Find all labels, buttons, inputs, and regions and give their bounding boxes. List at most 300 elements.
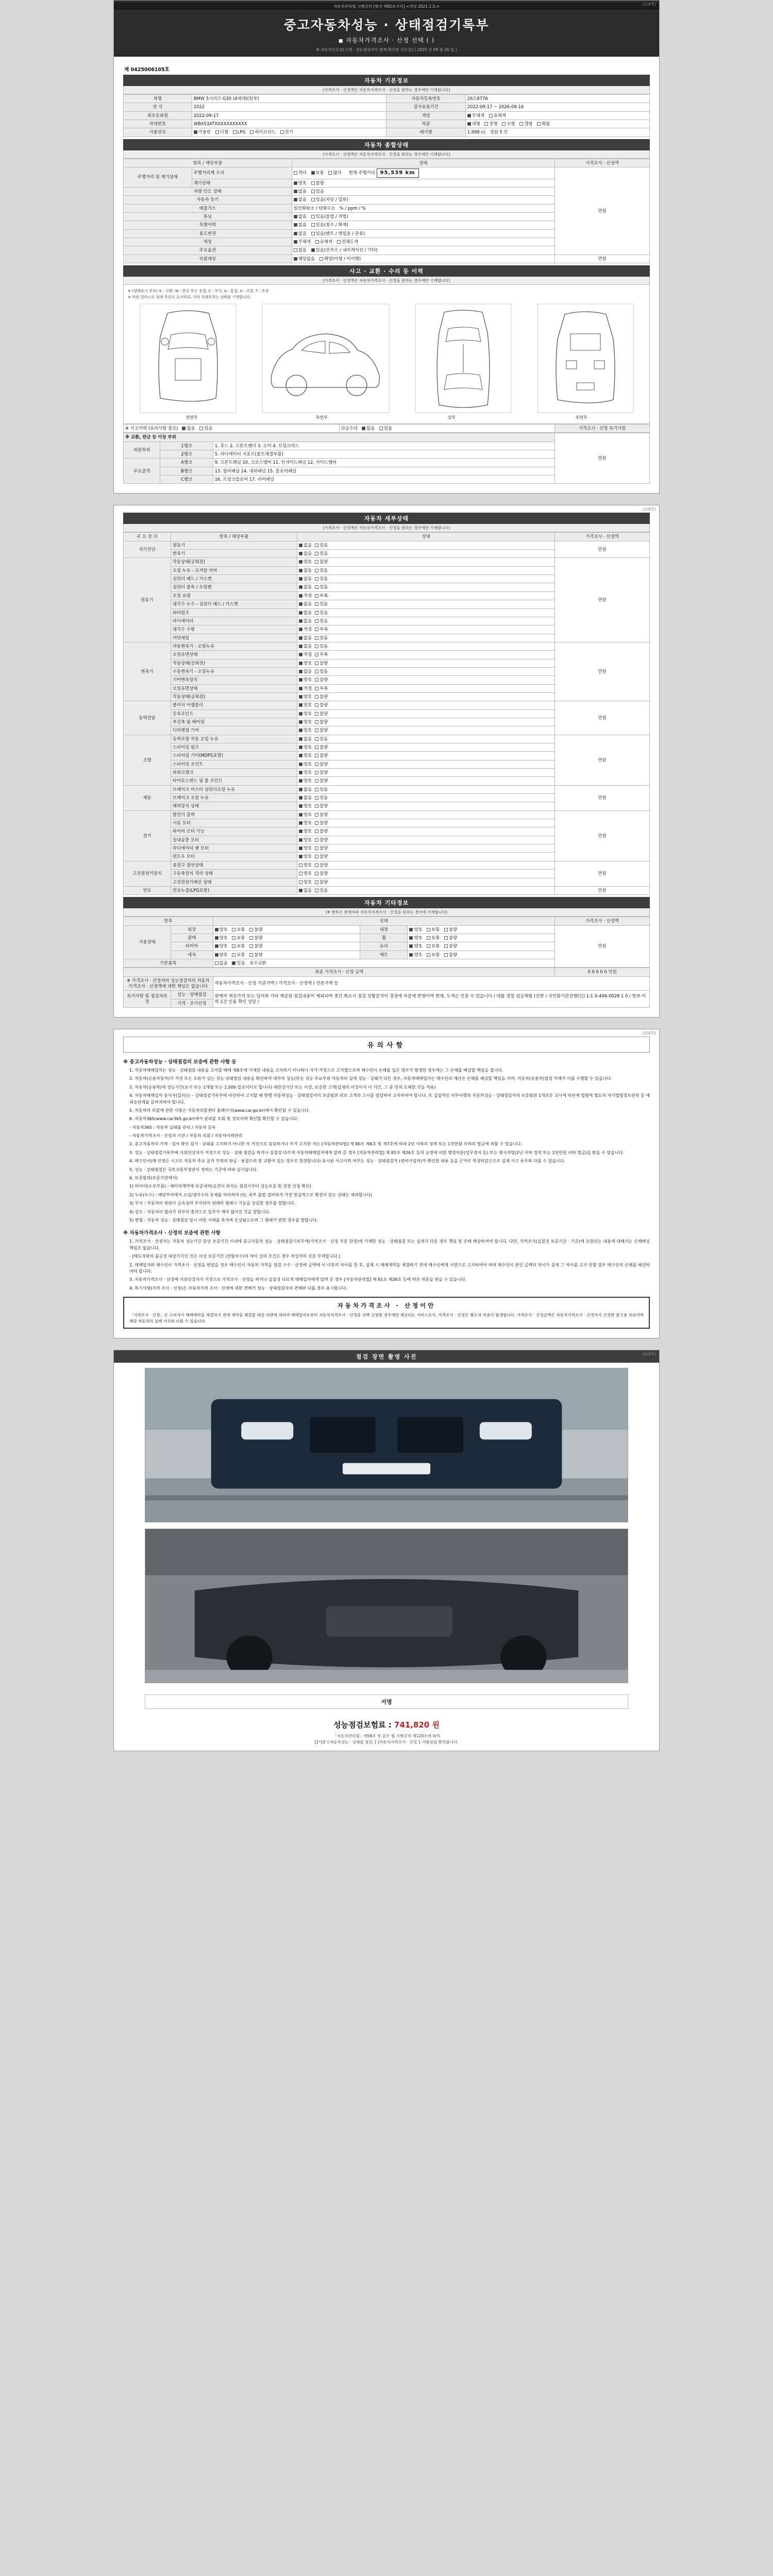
- emission-sub: 일산화탄소 / 탄화수소: [293, 205, 335, 211]
- table-row: [124, 968, 650, 976]
- checkbox-icon[interactable]: [315, 670, 318, 673]
- detail-opt-1-8-적정[interactable]: 적정: [299, 626, 312, 632]
- detail-opt-8-0-있음[interactable]: 있음: [315, 888, 328, 893]
- detail-item-label-5-0: 브레이크 마스터 실린더오일 누유: [171, 785, 297, 793]
- detail-item-state-4-3: [297, 760, 554, 768]
- etc-r0-o0[interactable]: 양호: [215, 927, 228, 933]
- etc-r3-o2[interactable]: 불량: [249, 952, 262, 958]
- detail-item-state-3-3: [297, 726, 554, 735]
- checkbox-icon[interactable]: [315, 855, 318, 858]
- checkbox-icon[interactable]: [315, 569, 318, 572]
- photo-list: [114, 1363, 659, 1694]
- detail-opt-1-5-있음[interactable]: 있음: [315, 601, 328, 607]
- diagram-label-0: 전면부: [186, 415, 198, 420]
- meter-option-1[interactable]: 불량: [311, 180, 324, 186]
- etc-r2-o2[interactable]: 불량: [249, 943, 262, 949]
- page-4: [113, 1350, 660, 1751]
- etc-r0-o2[interactable]: 불량: [249, 927, 262, 933]
- checkbox-icon[interactable]: [315, 552, 318, 555]
- checkbox-icon[interactable]: [299, 737, 303, 741]
- checkbox-icon[interactable]: [299, 560, 303, 564]
- overall-row-8-value: [292, 255, 555, 263]
- detail-opt-5-0-없음[interactable]: 없음: [299, 787, 312, 792]
- etc-r2-o0[interactable]: 양호: [215, 943, 228, 949]
- parts-group-1: 주요골격: [124, 459, 160, 484]
- detail-opt-1-4-부족[interactable]: 부족: [315, 593, 328, 599]
- detail-opt-1-5-없음[interactable]: 없음: [299, 601, 312, 607]
- detail-opt-1-1-없음[interactable]: 없음: [299, 568, 312, 573]
- detail-opt-1-6-없음[interactable]: 없음: [299, 610, 312, 616]
- checkbox-icon[interactable]: [299, 754, 303, 757]
- checkbox-icon[interactable]: [315, 602, 318, 606]
- detail-opt-4-5-양호[interactable]: 양호: [299, 778, 312, 784]
- etc-r1-p2[interactable]: 불량: [444, 935, 457, 941]
- detail-opt-2-6-불량[interactable]: 불량: [315, 694, 328, 700]
- checkbox-icon[interactable]: [299, 544, 303, 547]
- row0-opt-1[interactable]: 있음: [311, 189, 324, 194]
- checkbox-icon[interactable]: [315, 771, 318, 774]
- fuel-option-2[interactable]: LPG: [233, 129, 246, 135]
- detail-opt-1-0-양호[interactable]: 양호: [299, 559, 312, 565]
- detail-opt-1-0-불량[interactable]: 불량: [315, 559, 328, 565]
- checkbox-icon[interactable]: [299, 611, 303, 615]
- detail-item-state-6-3: [297, 836, 554, 844]
- notice-p-3-3: 3) 부식 : 자동차의 외판이 금속성의 부식되어 원래의 형태나 기능을 상실한 경우를 말합니다.: [129, 1201, 296, 1206]
- detail-item-state-3-0: [297, 701, 554, 709]
- detail-item-state-1-5: [297, 600, 554, 608]
- page-number-3: (3/4쪽): [642, 1030, 656, 1036]
- type-option-4[interactable]: 화물: [537, 121, 550, 127]
- checkbox-icon[interactable]: [315, 821, 318, 825]
- detail-opt-6-4-양호[interactable]: 양호: [299, 845, 312, 851]
- detail-opt-2-3-있음[interactable]: 있음: [315, 669, 328, 674]
- checkbox-icon[interactable]: [299, 846, 303, 850]
- row3-opt-0[interactable]: 없음: [294, 214, 307, 219]
- detail-opt-2-4-양호[interactable]: 양호: [299, 677, 312, 683]
- checkbox-icon[interactable]: [299, 880, 303, 884]
- detail-opt-6-3-양호[interactable]: 양호: [299, 837, 312, 843]
- checkbox-icon[interactable]: [315, 754, 318, 757]
- checkbox-icon[interactable]: [299, 771, 303, 774]
- parts-group-0: 외판부위: [124, 442, 160, 459]
- detail-opt-6-2-불량[interactable]: 불량: [315, 828, 328, 834]
- basic-fuel-options: [192, 128, 386, 137]
- row6-opt-1[interactable]: 유채색: [315, 239, 332, 245]
- simple-repair-label: 단순수리: [341, 426, 358, 431]
- detail-opt-1-8-부족[interactable]: 부족: [315, 626, 328, 632]
- detail-opt-7-2-불량[interactable]: 불량: [315, 879, 328, 885]
- detail-opt-3-1-불량[interactable]: 불량: [315, 711, 328, 717]
- detail-opt-3-3-양호[interactable]: 양호: [299, 727, 312, 733]
- overall-row-8-label: 리콜대상: [124, 255, 292, 263]
- detail-item-label-4-3: 스티어링 조인트: [171, 760, 297, 768]
- detail-opt-1-2-없음[interactable]: 없음: [299, 576, 312, 582]
- row1-opt-0[interactable]: 없음: [294, 197, 307, 202]
- detail-opt-3-0-양호[interactable]: 양호: [299, 702, 312, 708]
- row3-opt-1[interactable]: 있음(불법 / 적법): [311, 214, 348, 219]
- row7-opt-1[interactable]: 있음(선루프 / 내비게이션 / 기타): [311, 247, 378, 253]
- detail-opt-0-0-없음[interactable]: 없음: [299, 543, 312, 548]
- etc-r0-o1[interactable]: 보통: [232, 927, 245, 933]
- etc-r2-p2[interactable]: 불량: [444, 943, 457, 949]
- checkbox-icon[interactable]: [315, 585, 318, 589]
- checkbox-icon[interactable]: [315, 720, 318, 724]
- detail-opt-0-1-없음[interactable]: 없음: [299, 551, 312, 556]
- page-2: [113, 505, 660, 1018]
- etc-r1-p1[interactable]: 보통: [427, 935, 440, 941]
- detail-opt-0-0-있음[interactable]: 있음: [315, 543, 328, 548]
- detail-opt-1-3-없음[interactable]: 없음: [299, 584, 312, 590]
- checkbox-icon[interactable]: [299, 569, 303, 572]
- mileage-value-label: 현재 주행거리: [348, 170, 375, 176]
- checkbox-icon[interactable]: [315, 779, 318, 783]
- detail-opt-5-2-양호[interactable]: 양호: [299, 803, 312, 809]
- checkbox-icon[interactable]: [315, 737, 318, 741]
- detail-opt-1-3-있음[interactable]: 있음: [315, 584, 328, 590]
- detail-opt-2-3-없음[interactable]: 없음: [299, 669, 312, 674]
- basic-value-0b: 26도8776: [465, 95, 649, 103]
- detail-item-label-6-4: 라디에이터 팬 모터: [171, 844, 297, 853]
- detail-opt-6-1-불량[interactable]: 불량: [315, 820, 328, 826]
- checkbox-icon[interactable]: [315, 611, 318, 615]
- detail-opt-0-1-있음[interactable]: 있음: [315, 551, 328, 556]
- checkbox-icon[interactable]: [299, 653, 303, 656]
- checkbox-icon[interactable]: [299, 745, 303, 749]
- detail-opt-6-0-불량[interactable]: 불량: [315, 812, 328, 818]
- detail-opt-4-1-양호[interactable]: 양호: [299, 744, 312, 750]
- basic-displacement-value: 1,998 cc 정원 5 인: [465, 128, 649, 137]
- etc-r0-p2[interactable]: 불량: [444, 927, 457, 933]
- diagram-view-labels: [127, 415, 646, 420]
- detail-opt-7-2-양호[interactable]: 양호: [299, 879, 312, 885]
- notice-p-4-0: 1. 가격조사 · 산정자는 자동차 성능기간 동안 보증기간 이내에 중고자동차 성능 · 상태점검기록부에(가격조사 · 산정 부분 한정)에 기재한 성능 · 상태점검 또는 실제가 다른 경우 책임 및 손해 배상하여야 합니다. 다만, 가격조사(실질정 보증기간 · 기준)에 포함되는 내용에 대해서는 손해배상 책임은 없습니다.: [129, 1239, 650, 1250]
- detail-opt-2-2-불량[interactable]: 불량: [315, 660, 328, 666]
- detail-item-label-2-6: 작동상태(공회전): [171, 692, 297, 701]
- checkbox-icon[interactable]: [299, 695, 303, 699]
- detail-opt-1-7-있음[interactable]: 있음: [315, 618, 328, 624]
- etc-r2-p0[interactable]: 양호: [409, 943, 422, 949]
- checkbox-icon[interactable]: [315, 880, 318, 884]
- checkbox-icon[interactable]: [315, 838, 318, 842]
- detail-opt-4-3-불량[interactable]: 불량: [315, 761, 328, 767]
- etc-r3-p0[interactable]: 양호: [409, 952, 422, 958]
- detail-opt-4-1-불량[interactable]: 불량: [315, 744, 328, 750]
- detail-opt-4-3-양호[interactable]: 양호: [299, 761, 312, 767]
- detail-opt-2-6-양호[interactable]: 양호: [299, 694, 312, 700]
- checkbox-icon[interactable]: [315, 829, 318, 833]
- checkbox-icon[interactable]: [315, 788, 318, 791]
- document-title: 중고자동차성능 · 상태점검기록부: [283, 18, 490, 32]
- checkbox-icon[interactable]: [299, 863, 303, 867]
- etc-r3-o1[interactable]: 보통: [232, 952, 245, 958]
- checkbox-icon[interactable]: [315, 745, 318, 749]
- checkbox-icon[interactable]: [315, 712, 318, 716]
- detail-opt-1-6-있음[interactable]: 있음: [315, 610, 328, 616]
- detail-opt-3-0-불량[interactable]: 불량: [315, 702, 328, 708]
- checkbox-icon[interactable]: [299, 829, 303, 833]
- row8-opt-0[interactable]: 해당없음: [294, 256, 315, 262]
- detail-opt-7-0-불량[interactable]: 불량: [315, 862, 328, 868]
- checkbox-icon[interactable]: [299, 594, 303, 598]
- row4-opt-0[interactable]: 없음: [294, 222, 307, 228]
- detail-opt-3-3-불량[interactable]: 불량: [315, 727, 328, 733]
- checkbox-icon[interactable]: [299, 678, 303, 682]
- detail-opt-2-5-부족[interactable]: 부족: [315, 686, 328, 691]
- overall-row-3-label: 튜닝: [124, 212, 292, 221]
- checkbox-icon[interactable]: [315, 687, 318, 690]
- detail-opt-5-0-있음[interactable]: 있음: [315, 787, 328, 792]
- detail-item-state-4-4: [297, 769, 554, 777]
- checkbox-icon[interactable]: [299, 855, 303, 858]
- checkbox-icon[interactable]: [315, 577, 318, 581]
- detail-header-2: 상태: [297, 533, 554, 541]
- detail-item-label-8-0: 연료누출(LPG포함): [171, 886, 297, 894]
- row5-opt-0[interactable]: 없음: [294, 231, 307, 236]
- checkbox-icon[interactable]: [299, 703, 303, 707]
- detail-opt-6-0-양호[interactable]: 양호: [299, 812, 312, 818]
- checkbox-icon[interactable]: [299, 628, 303, 631]
- checkbox-icon[interactable]: [299, 796, 303, 800]
- checkbox-icon[interactable]: [299, 687, 303, 690]
- detail-opt-2-5-적정[interactable]: 적정: [299, 686, 312, 691]
- checkbox-icon[interactable]: [299, 670, 303, 673]
- detail-opt-5-2-불량[interactable]: 불량: [315, 803, 328, 809]
- table-row: [124, 128, 650, 137]
- mileage-option-0[interactable]: 적다: [294, 170, 307, 176]
- final-price-sub: 자동차가격조사 · 산정 기준가액 / 가격조사 · 산정액 / 잔존가액 등: [213, 976, 649, 991]
- detail-opt-3-1-양호[interactable]: 양호: [299, 711, 312, 717]
- checkbox-icon[interactable]: [315, 728, 318, 732]
- checkbox-icon[interactable]: [315, 796, 318, 800]
- detail-opt-6-2-양호[interactable]: 양호: [299, 828, 312, 834]
- diagram-label-1: 측면부: [315, 415, 328, 420]
- detail-opt-4-4-불량[interactable]: 불량: [315, 770, 328, 775]
- etc-r2-p1[interactable]: 보통: [427, 943, 440, 949]
- photo-underbody-illustration: [145, 1529, 628, 1683]
- checkbox-icon[interactable]: [315, 645, 318, 648]
- checkbox-icon[interactable]: [299, 762, 303, 766]
- notice-p-1-2: 3. 자동차(승용차)에 성능기간(보기 또는 1개월 또는 2,000 킬로미터로 합니다) 대한성기간 또는 이상, 보증한 고객(실제의 이상이서 이 기간, 그 중 먼저 도래한 것을 적용): [129, 1084, 436, 1090]
- color-option-0[interactable]: 무채색: [467, 113, 484, 118]
- etc-r3-p1[interactable]: 보통: [427, 952, 440, 958]
- mileage-option-1[interactable]: 보통: [311, 170, 324, 176]
- etc-row-1-opts2: [408, 934, 555, 942]
- row5-opt-1[interactable]: 있음(렌트 / 영업용 / 관용): [311, 231, 365, 236]
- etc-r1-o1[interactable]: 보통: [232, 935, 245, 941]
- etc-row-0-opts: [213, 925, 360, 934]
- etc-r1-p0[interactable]: 양호: [409, 935, 422, 941]
- etc-r1-o0[interactable]: 양호: [215, 935, 228, 941]
- insurance-fee-value: 741,820 원: [394, 1720, 440, 1730]
- table-row: [124, 255, 650, 263]
- type-option-3[interactable]: 경형: [519, 121, 532, 127]
- detail-opt-2-0-있음[interactable]: 있음: [315, 643, 328, 649]
- detail-opt-4-2-양호[interactable]: 양호: [299, 753, 312, 758]
- detail-opt-2-1-적정[interactable]: 적정: [299, 652, 312, 657]
- checkbox-icon[interactable]: [299, 779, 303, 783]
- table-header-row: [124, 533, 650, 541]
- detail-opt-3-2-양호[interactable]: 양호: [299, 719, 312, 725]
- notice-p-4-2: 2. 매매업자와 매수인이 가격조사 · 산정을 받았을 경우 매수인이 자동차 가격을 점검 수수 · 산정에 금액에 이 이후의 차이를 한 후, 실제 시 매매계약을 체결하기 전에 매수인에게 서면으로 고지하여야 하며 매수인이 본인 금액의 차이가 실제 그 차이를 고지 안할 경우 매수인의 손해를 배상하여야 합니다.: [129, 1262, 650, 1274]
- detail-opt-4-4-양호[interactable]: 양호: [299, 770, 312, 775]
- checkbox-icon[interactable]: [299, 788, 303, 791]
- detail-opt-2-1-부족[interactable]: 부족: [315, 652, 328, 657]
- checkbox-icon[interactable]: [299, 838, 303, 842]
- table-row: [124, 886, 650, 894]
- fuel-option-3[interactable]: 하이브리드: [250, 129, 275, 135]
- checkbox-icon[interactable]: [299, 577, 303, 581]
- checkbox-icon[interactable]: [315, 653, 318, 656]
- detail-opt-7-1-불량[interactable]: 불량: [315, 871, 328, 876]
- damaged-parts-table: [123, 433, 650, 484]
- fuel-option-1[interactable]: 디젤: [215, 129, 228, 135]
- row4-opt-1[interactable]: 있음(침수 / 화재): [311, 222, 348, 228]
- etc-r2-o1[interactable]: 보통: [232, 943, 245, 949]
- detail-opt-6-5-양호[interactable]: 양호: [299, 854, 312, 859]
- detail-opt-2-0-없음[interactable]: 없음: [299, 643, 312, 649]
- etc-r1-o2[interactable]: 불량: [249, 935, 262, 941]
- simple-repair-opt-1[interactable]: 있음: [379, 426, 392, 431]
- checkbox-icon[interactable]: [315, 628, 318, 631]
- checkbox-icon[interactable]: [315, 863, 318, 867]
- notice-p-4-1: - [매도자와의 불공정 대상기기인 것은 이상 보증기간 (전항이수)의 차이 상의 조건은 경우 작성자의 신분 부적합니다.]: [129, 1254, 340, 1259]
- overall-row-7-label: 주요옵션: [124, 246, 292, 255]
- etc-header-2: 가격조사 · 산정액: [555, 917, 650, 925]
- type-option-1[interactable]: 중형: [484, 121, 497, 127]
- detail-item-state-4-1: [297, 743, 554, 752]
- type-option-0[interactable]: 대형: [467, 121, 480, 127]
- etc-r3-o0[interactable]: 양호: [215, 952, 228, 958]
- checkbox-icon[interactable]: [299, 636, 303, 640]
- detail-opt-2-4-불량[interactable]: 불량: [315, 677, 328, 683]
- detail-opt-4-5-불량[interactable]: 불량: [315, 778, 328, 784]
- accident-history-opt-1[interactable]: 있음: [199, 426, 212, 431]
- checkbox-icon[interactable]: [299, 619, 303, 623]
- checkbox-icon[interactable]: [315, 695, 318, 699]
- checkbox-icon[interactable]: [315, 678, 318, 682]
- detail-item-state-3-2: [297, 718, 554, 726]
- checkbox-icon[interactable]: [299, 552, 303, 555]
- detail-opt-7-1-양호[interactable]: 양호: [299, 871, 312, 876]
- checkbox-icon[interactable]: [315, 846, 318, 850]
- etc-r0-p0[interactable]: 양호: [409, 927, 422, 933]
- detail-opt-6-4-불량[interactable]: 불량: [315, 845, 328, 851]
- simple-repair-opt-0[interactable]: 없음: [362, 426, 375, 431]
- meter-option-0[interactable]: 양호: [294, 180, 307, 186]
- final-price-bar: 최종 가격조사 · 산정 금액: [124, 968, 555, 976]
- checkbox-icon[interactable]: [315, 560, 318, 564]
- detail-opt-1-7-없음[interactable]: 없음: [299, 618, 312, 624]
- etc-basic-o1[interactable]: 있음: [232, 960, 245, 966]
- overall-row-0-label: 차량 인도 상태: [124, 187, 292, 195]
- detail-opt-8-0-없음[interactable]: 없음: [299, 888, 312, 893]
- etc-basic-note: 보수교환: [249, 960, 266, 965]
- table-row: [124, 642, 650, 650]
- detail-opt-3-2-불량[interactable]: 불량: [315, 719, 328, 725]
- detail-opt-7-0-양호[interactable]: 양호: [299, 862, 312, 868]
- detail-item-state-1-7: [297, 617, 554, 625]
- inspection-insurance-fee: [114, 1714, 659, 1733]
- checkbox-icon[interactable]: [315, 703, 318, 707]
- detail-header-1: 항목 / 해당부품: [171, 533, 297, 541]
- etc-row-0-k2: 내장: [360, 925, 408, 934]
- checkbox-icon[interactable]: [299, 889, 303, 892]
- parts-title: ※ 교환, 판금 등 이상 부위: [124, 433, 555, 442]
- detail-opt-5-1-있음[interactable]: 있음: [315, 795, 328, 801]
- checkbox-icon[interactable]: [315, 889, 318, 892]
- type-option-2[interactable]: 소형: [502, 121, 515, 127]
- detail-opt-2-2-양호[interactable]: 양호: [299, 660, 312, 666]
- row1-opt-1[interactable]: 있음(저당 / 압류): [311, 197, 348, 202]
- checkbox-icon[interactable]: [299, 728, 303, 732]
- checkbox-icon[interactable]: [315, 594, 318, 598]
- checkbox-icon[interactable]: [299, 821, 303, 825]
- diagram-views: [127, 301, 646, 414]
- checkbox-icon[interactable]: [299, 872, 303, 875]
- checkbox-icon[interactable]: [315, 662, 318, 665]
- detail-opt-6-3-불량[interactable]: 불량: [315, 837, 328, 843]
- etc-r3-p2[interactable]: 불량: [444, 952, 457, 958]
- accident-history-opt-0[interactable]: 없음: [182, 426, 195, 431]
- detail-opt-1-4-적정[interactable]: 적정: [299, 593, 312, 599]
- checkbox-icon[interactable]: [299, 645, 303, 648]
- checkbox-icon[interactable]: [299, 602, 303, 606]
- checkbox-icon[interactable]: [315, 804, 318, 808]
- checkbox-icon[interactable]: [299, 585, 303, 589]
- detail-opt-4-0-없음[interactable]: 없음: [299, 736, 312, 742]
- detail-opt-1-2-있음[interactable]: 있음: [315, 576, 328, 582]
- checkbox-icon[interactable]: [315, 619, 318, 623]
- checkbox-icon[interactable]: [299, 662, 303, 665]
- detail-opt-4-0-있음[interactable]: 있음: [315, 736, 328, 742]
- detail-opt-5-1-없음[interactable]: 없음: [299, 795, 312, 801]
- checkbox-icon[interactable]: [315, 813, 318, 817]
- table-row: [124, 991, 650, 999]
- notice-p-1-7: - 자동차가격조사 · 산정자 기관 / 자동차 리콜 / 자동차이력관리: [129, 1133, 243, 1139]
- checkbox-icon[interactable]: [299, 712, 303, 716]
- detail-opt-1-9-있음[interactable]: 있음: [315, 635, 328, 641]
- checkbox-icon[interactable]: [315, 762, 318, 766]
- checkbox-icon[interactable]: [299, 813, 303, 817]
- detail-opt-1-9-없음[interactable]: 없음: [299, 635, 312, 641]
- color-option-1[interactable]: 유채색: [489, 113, 506, 118]
- detail-opt-1-1-있음[interactable]: 있음: [315, 568, 328, 573]
- notice-section-4-title: ※ 자동차가격조사 · 산정의 보증에 관한 사항: [123, 1230, 221, 1236]
- etc-r0-p1[interactable]: 보통: [427, 927, 440, 933]
- fuel-option-4[interactable]: 전기: [280, 129, 293, 135]
- row0-opt-0[interactable]: 없음: [294, 189, 307, 194]
- etc-basic-o0[interactable]: 없음: [215, 960, 228, 966]
- row6-opt-2[interactable]: 전체도색: [337, 239, 358, 245]
- row7-opt-0[interactable]: 없음: [294, 247, 307, 253]
- checkbox-icon[interactable]: [315, 636, 318, 640]
- checkbox-icon[interactable]: [299, 720, 303, 724]
- row6-opt-0[interactable]: 무채색: [294, 239, 311, 245]
- mileage-option-2[interactable]: 많다: [328, 170, 341, 176]
- detail-opt-4-2-불량[interactable]: 불량: [315, 753, 328, 758]
- notice-p-3-2: 2) 누유(누수) : 배당부여에서 오일/냉각수의 유체를 의미하며 (단, 외부 불법 설비하지 가장 현실적으로 확정이 있는 상태는 제외합니다): [129, 1192, 373, 1197]
- checkbox-icon[interactable]: [315, 544, 318, 547]
- row8-opt-1[interactable]: 해당(이행 / 미이행): [320, 256, 361, 262]
- detail-opt-6-5-불량[interactable]: 불량: [315, 854, 328, 859]
- document-subtitle: [114, 36, 659, 44]
- checkbox-icon[interactable]: [299, 804, 303, 808]
- fuel-option-0[interactable]: 가솔린: [194, 129, 211, 135]
- detail-opt-6-1-양호[interactable]: 양호: [299, 820, 312, 826]
- table-header-row: [124, 917, 650, 925]
- basic-label-1: 연 식: [124, 103, 192, 111]
- checkbox-icon[interactable]: [315, 872, 318, 875]
